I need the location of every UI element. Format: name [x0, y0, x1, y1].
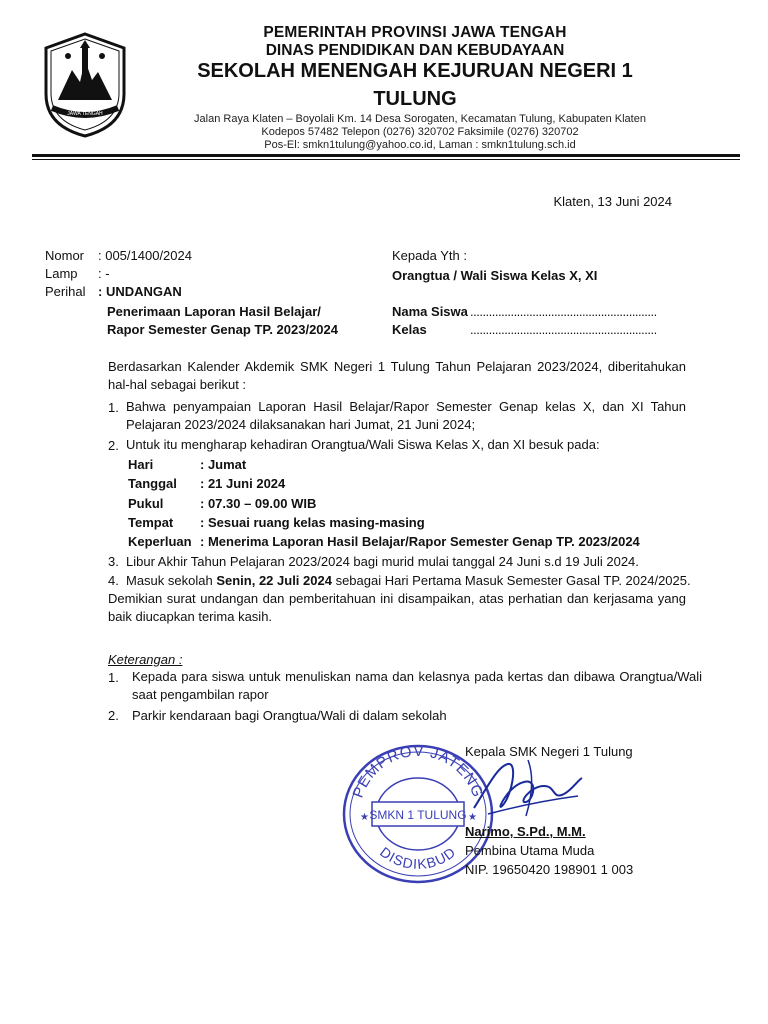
item4-pre: Masuk sekolah — [126, 573, 217, 588]
item1-text: Bahwa penyampaian Laporan Hasil Belajar/Rapor Semester Genap kelas X, dan XI Tahun Pelajaran 2023/2024 dilaksanakan hari Jumat, 21 Juni 2024; — [126, 399, 686, 432]
notes-title: Keterangan : — [108, 652, 183, 667]
logo-ribbon-text: JAWA TENGAH — [67, 111, 103, 117]
nomor-label: Nomor — [45, 248, 85, 263]
perihal-subject-2: Rapor Semester Genap TP. 2023/2024 — [107, 322, 338, 337]
perihal-label: Perihal — [45, 284, 86, 299]
item2-number: 2. — [108, 438, 119, 453]
recipient-to: Orangtua / Wali Siswa Kelas X, XI — [392, 268, 598, 283]
nama-siswa-blank: ............................................................ — [470, 304, 657, 319]
item4-post: sebagai Hari Pertama Masuk Semester Gasal TP. 2024/2025. — [331, 573, 691, 588]
letterhead-school-name: SEKOLAH MENENGAH KEJURUAN NEGERI 1 — [197, 60, 633, 82]
schedule-tanggal-label: Tanggal — [128, 476, 177, 491]
letterhead-school-name-2: TULUNG — [373, 88, 457, 110]
letterhead-phone: Kodepos 57482 Telepon (0276) 320702 Faksimile (0276) 320702 — [261, 126, 579, 138]
letterhead-line1: PEMERINTAH PROVINSI JAWA TENGAH — [263, 24, 567, 41]
item1-number: 1. — [108, 400, 119, 415]
letterhead-rule-thick — [32, 154, 740, 157]
note2-text: Parkir kendaraan bagi Orangtua/Wali di dalam sekolah — [132, 708, 447, 723]
perihal-subject-1: Penerimaan Laporan Hasil Belajar/ — [107, 304, 321, 319]
schedule-tempat-value: : Sesuai ruang kelas masing-masing — [200, 515, 425, 530]
signatory-title: Kepala SMK Negeri 1 Tulung — [465, 744, 633, 759]
stamp-bottom-text: DISDIKBUD — [377, 843, 459, 873]
item4-number: 4. — [108, 573, 119, 588]
intro-paragraph: Berdasarkan Kalender Akdemik SMK Negeri 1 Tulung Tahun Pelajaran 2023/2024, diberitahukan hal-hal sebagai berikut : — [108, 359, 686, 392]
nomor-value: : 005/1400/2024 — [98, 248, 192, 263]
schedule-hari-value: : Jumat — [200, 457, 247, 472]
lamp-label: Lamp — [45, 266, 78, 281]
schedule-tanggal-value: : 21 Juni 2024 — [200, 476, 286, 491]
date-line: Klaten, 13 Juni 2024 — [553, 194, 672, 209]
stamp-star-left-icon: ★ — [360, 812, 369, 823]
signatory-nip: NIP. 19650420 198901 1 003 — [465, 862, 634, 877]
stamp-center-text: SMKN 1 TULUNG — [369, 808, 467, 822]
province-logo — [38, 30, 132, 140]
note1-number: 1. — [108, 670, 119, 685]
note1-text: Kepada para siswa untuk menuliskan nama dan kelasnya pada kertas dan dibawa Orangtua/Wali saat pengambilan rapor — [132, 669, 702, 702]
handwritten-signature — [468, 756, 588, 822]
letterhead-rule-thin — [32, 159, 740, 160]
item3-text: Libur Akhir Tahun Pelajaran 2023/2024 bagi murid mulai tanggal 24 Juni s.d 19 Juli 2024. — [126, 554, 639, 569]
item2-text: Untuk itu mengharap kehadiran Orangtua/Wali Siswa Kelas X, dan XI besuk pada: — [126, 437, 600, 452]
schedule-hari-label: Hari — [128, 457, 154, 472]
letterhead-line2: DINAS PENDIDIKAN DAN KEBUDAYAAN — [265, 42, 565, 59]
stamp-star-right-icon: ★ — [468, 812, 477, 823]
nama-siswa-label: Nama Siswa — [392, 304, 468, 319]
signatory-rank: Pembina Utama Muda — [465, 843, 595, 858]
closing-paragraph: Demikian surat undangan dan pemberitahuan ini disampaikan, atas perhatian dan kerjasama yang baik diucapkan terima kasih. — [108, 591, 686, 624]
perihal-value: : UNDANGAN — [98, 284, 182, 299]
letterhead-email: Pos-El: smkn1tulung@yahoo.co.id, Laman : smkn1tulung.sch.id — [264, 139, 576, 151]
svg-text:DISDIKBUD — [377, 844, 459, 872]
signatory-name: Narimo, S.Pd., M.M. — [465, 824, 586, 839]
item3-number: 3. — [108, 554, 119, 569]
schedule-tempat-label: Tempat — [128, 515, 174, 530]
item4-text — [126, 573, 691, 589]
recipient-greeting: Kepada Yth : — [392, 248, 467, 263]
note2-number: 2. — [108, 708, 119, 723]
kelas-label: Kelas — [392, 322, 427, 337]
lamp-value: : - — [98, 266, 110, 281]
item4-date: Senin, 22 Juli 2024 — [216, 573, 332, 588]
schedule-keperluan-value: : Menerima Laporan Hasil Belajar/Rapor Semester Genap TP. 2023/2024 — [200, 534, 640, 549]
svg-text:PEMPROV JATENG — [350, 743, 487, 800]
letterhead-address: Jalan Raya Klaten – Boyolali Km. 14 Desa Sorogaten, Kecamatan Tulung, Kabupaten Klaten — [194, 113, 646, 125]
kelas-blank: ............................................................ — [470, 322, 657, 337]
schedule-keperluan-label: Keperluan — [128, 534, 192, 549]
schedule-pukul-value: : 07.30 – 09.00 WIB — [200, 496, 317, 511]
stamp-top-text: PEMPROV JATENG — [349, 742, 487, 801]
schedule-pukul-label: Pukul — [128, 496, 164, 511]
